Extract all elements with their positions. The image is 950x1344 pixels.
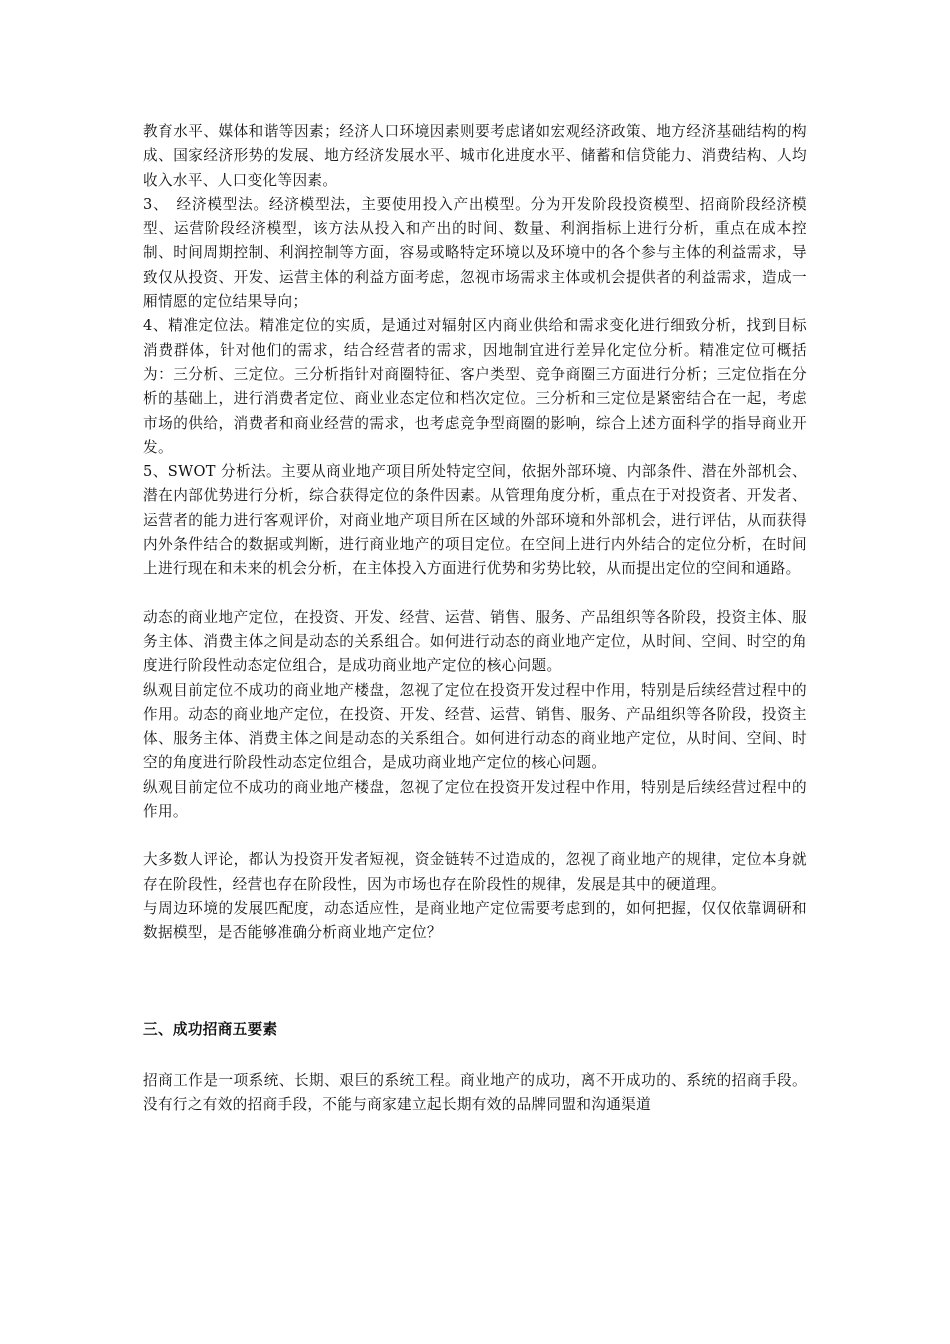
paragraph-precise-positioning-method: 4、精准定位法。精准定位的实质，是通过对辐射区内商业供给和需求变化进行细致分析，找到目标消费群体，针对他们的需求，结合经营者的需求，因地制宜进行差异化定位分析。精准定位可概括为：三分析、三定位。三分析指针对商圈特征、客户类型、竞争商圈三方面进行分析；三定位指在分析的基础上，进行消费者定位、商业业态定位和档次定位。三分析和三定位是紧密结合在一起，考虑市场的供给，消费者和商业经营的需求，也考虑竞争型商圈的影响，综合上述方面科学的指导商业开发。 <box>143 317 807 456</box>
paragraph-economic-model-method: 3、 经济模型法。经济模型法，主要使用投入产出模型。分为开发阶段投资模型、招商阶段经济模型、运营阶段经济模型，该方法从投入和产出的时间、数量、利润指标上进行分析，重点在成本控制、时间周期控制、利润控制等方面，容易或略特定环境以及环境中的各个参与主体的利益需求，导致仅从投资、开发、运营主体的利益方面考虑，忽视市场需求主体或机会提供者的利益需求，造成一厢情愿的定位结果导向； <box>143 195 807 311</box>
paragraph-dynamic-positioning: 动态的商业地产定位，在投资、开发、经营、运营、销售、服务、产品组织等各阶段，投资主体、服务主体、消费主体之间是动态的关系组合。如何进行动态的商业地产定位，从时间、空间、时空的角度进行阶段性动态定位组合，是成功商业地产定位的核心问题。 <box>143 608 807 675</box>
paragraph-environment-factors: 教育水平、媒体和谐等因素；经济人口环境因素则要考虑诸如宏观经济政策、地方经济基础结构的构成、国家经济形势的发展、地方经济发展水平、城市化进度水平、储蓄和信贷能力、消费结构、人均收入水平、人口变化等因素。 <box>143 123 807 189</box>
paragraph-investment-attraction: 招商工作是一项系统、长期、艰巨的系统工程。商业地产的成功，离不开成功的、系统的招商手段。没有行之有效的招商手段，不能与商家建立起长期有效的品牌同盟和沟通渠道 <box>143 1071 807 1114</box>
paragraph-swot-method: 5、SWOT 分析法。主要从商业地产项目所处特定空间，依据外部环境、内部条件、潜在外部机会、潜在内部优势进行分析，综合获得定位的条件因素。从管理角度分析，重点在于对投资者、开发者、运营者的能力进行客观评价，对商业地产项目所在区域的外部环境和外部机会，进行评估，从而获得内外条件结合的数据或判断，进行商业地产的项目定位。在空间上进行内外结合的定位分析，在时间上进行现在和未来的机会分析，在主体投入方面进行优势和劣势比较，从而提出定位的空间和通路。 <box>143 463 807 578</box>
paragraph-failed-projects-1: 纵观目前定位不成功的商业地产楼盘，忽视了定位在投资开发过程中作用，特别是后续经营过程中的作用。动态的商业地产定位，在投资、开发、经营、运营、销售、服务、产品组织等各阶段，投资主体、服务主体、消费主体之间是动态的关系组合。如何进行动态的商业地产定位，从时间、空间、时空的角度进行阶段性动态定位组合，是成功商业地产定位的核心问题。 <box>143 681 807 772</box>
spacer <box>143 1042 807 1069</box>
document-body <box>143 120 807 1117</box>
spacer <box>143 946 807 1018</box>
spacer <box>143 824 807 848</box>
spacer <box>143 582 807 606</box>
paragraph-environment-match: 与周边环境的发展匹配度，动态适应性，是商业地产定位需要考虑到的，如何把握，仅仅依靠调研和数据模型，是否能够准确分析商业地产定位？ <box>143 899 807 942</box>
paragraph-failed-projects-2: 纵观目前定位不成功的商业地产楼盘，忽视了定位在投资开发过程中作用，特别是后续经营过程中的作用。 <box>143 778 807 821</box>
section-heading: 三、成功招商五要素 <box>143 1020 278 1038</box>
paragraph-public-comment: 大多数人评论，都认为投资开发者短视，资金链转不过造成的，忽视了商业地产的规律，定位本身就存在阶段性，经营也存在阶段性，因为市场也存在阶段性的规律，发展是其中的硬道理。 <box>143 851 807 893</box>
